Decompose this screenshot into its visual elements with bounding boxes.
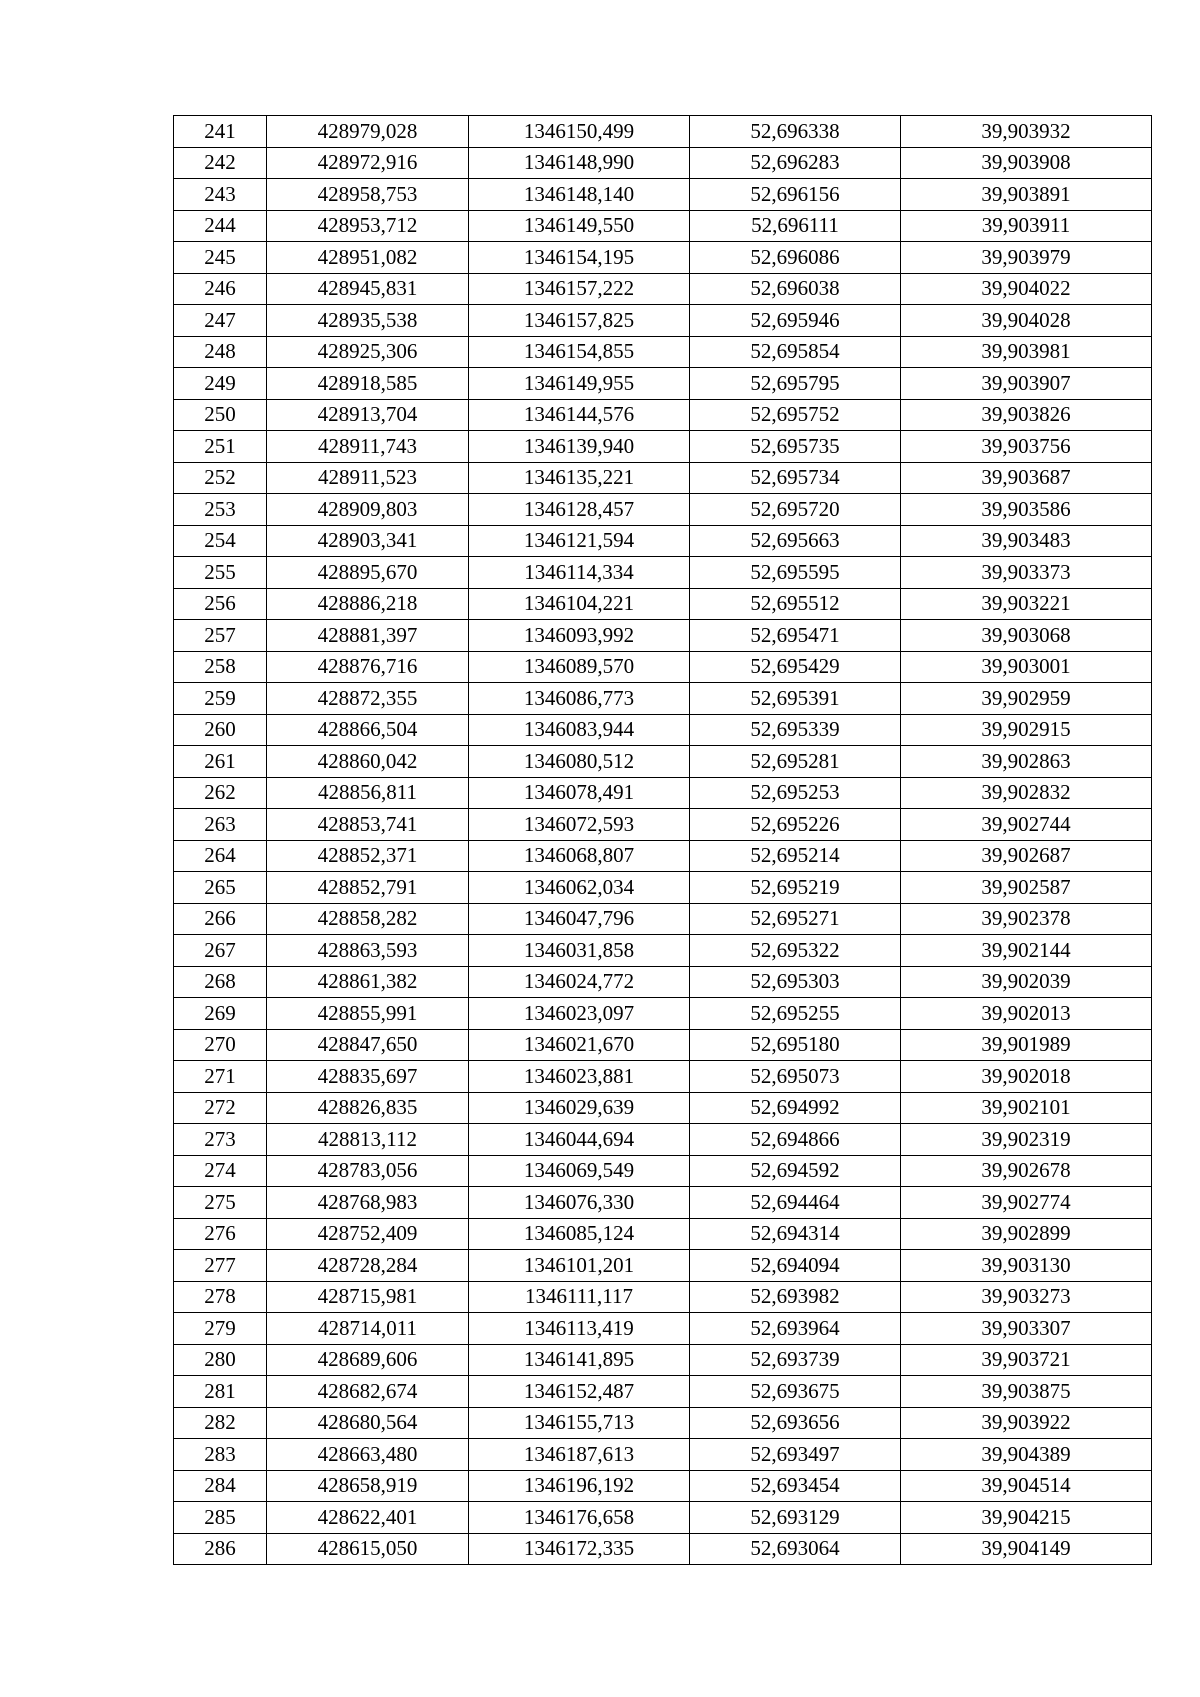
longitude-cell: 39,902018	[901, 1061, 1152, 1093]
longitude-cell: 39,903721	[901, 1344, 1152, 1376]
longitude-cell: 39,903907	[901, 368, 1152, 400]
table-row	[174, 431, 1152, 463]
latitude-cell: 52,693675	[690, 1376, 901, 1408]
y-coordinate-cell: 1346154,855	[469, 336, 690, 368]
latitude-cell: 52,695854	[690, 336, 901, 368]
latitude-cell: 52,693064	[690, 1533, 901, 1565]
longitude-cell: 39,903221	[901, 588, 1152, 620]
table-row	[174, 777, 1152, 809]
x-coordinate-cell: 428728,284	[267, 1250, 469, 1282]
x-coordinate-cell: 428863,593	[267, 935, 469, 967]
point-number-cell: 263	[174, 809, 267, 841]
point-number-cell: 248	[174, 336, 267, 368]
point-number-cell: 251	[174, 431, 267, 463]
latitude-cell: 52,695253	[690, 777, 901, 809]
table-row	[174, 525, 1152, 557]
table-row	[174, 935, 1152, 967]
x-coordinate-cell: 428876,716	[267, 651, 469, 683]
point-number-cell: 282	[174, 1407, 267, 1439]
coordinates-table	[173, 115, 1152, 1565]
longitude-cell: 39,902319	[901, 1124, 1152, 1156]
longitude-cell: 39,903922	[901, 1407, 1152, 1439]
point-number-cell: 268	[174, 966, 267, 998]
point-number-cell: 264	[174, 840, 267, 872]
longitude-cell: 39,901989	[901, 1029, 1152, 1061]
longitude-cell: 39,903068	[901, 620, 1152, 652]
x-coordinate-cell: 428925,306	[267, 336, 469, 368]
y-coordinate-cell: 1346139,940	[469, 431, 690, 463]
x-coordinate-cell: 428911,523	[267, 462, 469, 494]
x-coordinate-cell: 428958,753	[267, 179, 469, 211]
table-row	[174, 1187, 1152, 1219]
latitude-cell: 52,693454	[690, 1470, 901, 1502]
x-coordinate-cell: 428856,811	[267, 777, 469, 809]
latitude-cell: 52,696038	[690, 273, 901, 305]
longitude-cell: 39,902013	[901, 998, 1152, 1030]
latitude-cell: 52,695226	[690, 809, 901, 841]
table-row	[174, 1533, 1152, 1565]
point-number-cell: 267	[174, 935, 267, 967]
x-coordinate-cell: 428622,401	[267, 1502, 469, 1534]
latitude-cell: 52,695339	[690, 714, 901, 746]
point-number-cell: 277	[174, 1250, 267, 1282]
table-row	[174, 1218, 1152, 1250]
latitude-cell: 52,696086	[690, 242, 901, 274]
x-coordinate-cell: 428866,504	[267, 714, 469, 746]
table-row	[174, 1281, 1152, 1313]
y-coordinate-cell: 1346149,550	[469, 210, 690, 242]
latitude-cell: 52,695595	[690, 557, 901, 589]
y-coordinate-cell: 1346150,499	[469, 116, 690, 148]
x-coordinate-cell: 428689,606	[267, 1344, 469, 1376]
y-coordinate-cell: 1346024,772	[469, 966, 690, 998]
y-coordinate-cell: 1346089,570	[469, 651, 690, 683]
point-number-cell: 242	[174, 147, 267, 179]
y-coordinate-cell: 1346023,881	[469, 1061, 690, 1093]
y-coordinate-cell: 1346111,117	[469, 1281, 690, 1313]
x-coordinate-cell: 428783,056	[267, 1155, 469, 1187]
y-coordinate-cell: 1346104,221	[469, 588, 690, 620]
y-coordinate-cell: 1346114,334	[469, 557, 690, 589]
y-coordinate-cell: 1346076,330	[469, 1187, 690, 1219]
x-coordinate-cell: 428826,835	[267, 1092, 469, 1124]
y-coordinate-cell: 1346068,807	[469, 840, 690, 872]
longitude-cell: 39,902039	[901, 966, 1152, 998]
longitude-cell: 39,902678	[901, 1155, 1152, 1187]
table-row	[174, 651, 1152, 683]
table-row	[174, 116, 1152, 148]
x-coordinate-cell: 428615,050	[267, 1533, 469, 1565]
point-number-cell: 247	[174, 305, 267, 337]
longitude-cell: 39,902915	[901, 714, 1152, 746]
longitude-cell: 39,902832	[901, 777, 1152, 809]
latitude-cell: 52,696111	[690, 210, 901, 242]
latitude-cell: 52,693964	[690, 1313, 901, 1345]
point-number-cell: 253	[174, 494, 267, 526]
longitude-cell: 39,903373	[901, 557, 1152, 589]
y-coordinate-cell: 1346121,594	[469, 525, 690, 557]
y-coordinate-cell: 1346021,670	[469, 1029, 690, 1061]
y-coordinate-cell: 1346152,487	[469, 1376, 690, 1408]
latitude-cell: 52,695946	[690, 305, 901, 337]
table-row	[174, 273, 1152, 305]
point-number-cell: 270	[174, 1029, 267, 1061]
x-coordinate-cell: 428663,480	[267, 1439, 469, 1471]
point-number-cell: 244	[174, 210, 267, 242]
table-row	[174, 620, 1152, 652]
table-row	[174, 1124, 1152, 1156]
latitude-cell: 52,694094	[690, 1250, 901, 1282]
y-coordinate-cell: 1346148,140	[469, 179, 690, 211]
latitude-cell: 52,696283	[690, 147, 901, 179]
longitude-cell: 39,904389	[901, 1439, 1152, 1471]
y-coordinate-cell: 1346187,613	[469, 1439, 690, 1471]
x-coordinate-cell: 428852,371	[267, 840, 469, 872]
y-coordinate-cell: 1346086,773	[469, 683, 690, 715]
x-coordinate-cell: 428768,983	[267, 1187, 469, 1219]
x-coordinate-cell: 428903,341	[267, 525, 469, 557]
y-coordinate-cell: 1346157,222	[469, 273, 690, 305]
longitude-cell: 39,903908	[901, 147, 1152, 179]
y-coordinate-cell: 1346029,639	[469, 1092, 690, 1124]
table-row	[174, 305, 1152, 337]
latitude-cell: 52,695720	[690, 494, 901, 526]
point-number-cell: 250	[174, 399, 267, 431]
x-coordinate-cell: 428853,741	[267, 809, 469, 841]
point-number-cell: 243	[174, 179, 267, 211]
point-number-cell: 249	[174, 368, 267, 400]
y-coordinate-cell: 1346172,335	[469, 1533, 690, 1565]
point-number-cell: 283	[174, 1439, 267, 1471]
point-number-cell: 261	[174, 746, 267, 778]
table-row	[174, 1092, 1152, 1124]
x-coordinate-cell: 428752,409	[267, 1218, 469, 1250]
x-coordinate-cell: 428714,011	[267, 1313, 469, 1345]
point-number-cell: 276	[174, 1218, 267, 1250]
longitude-cell: 39,902101	[901, 1092, 1152, 1124]
y-coordinate-cell: 1346113,419	[469, 1313, 690, 1345]
longitude-cell: 39,903826	[901, 399, 1152, 431]
longitude-cell: 39,903875	[901, 1376, 1152, 1408]
point-number-cell: 245	[174, 242, 267, 274]
y-coordinate-cell: 1346085,124	[469, 1218, 690, 1250]
y-coordinate-cell: 1346080,512	[469, 746, 690, 778]
x-coordinate-cell: 428918,585	[267, 368, 469, 400]
latitude-cell: 52,695735	[690, 431, 901, 463]
latitude-cell: 52,694866	[690, 1124, 901, 1156]
table-row	[174, 1376, 1152, 1408]
x-coordinate-cell: 428935,538	[267, 305, 469, 337]
latitude-cell: 52,696338	[690, 116, 901, 148]
table-row	[174, 368, 1152, 400]
x-coordinate-cell: 428855,991	[267, 998, 469, 1030]
table-row	[174, 1155, 1152, 1187]
y-coordinate-cell: 1346157,825	[469, 305, 690, 337]
longitude-cell: 39,903911	[901, 210, 1152, 242]
point-number-cell: 280	[174, 1344, 267, 1376]
point-number-cell: 274	[174, 1155, 267, 1187]
point-number-cell: 255	[174, 557, 267, 589]
latitude-cell: 52,695734	[690, 462, 901, 494]
longitude-cell: 39,903130	[901, 1250, 1152, 1282]
longitude-cell: 39,903483	[901, 525, 1152, 557]
latitude-cell: 52,695752	[690, 399, 901, 431]
longitude-cell: 39,904215	[901, 1502, 1152, 1534]
table-row	[174, 336, 1152, 368]
table-row	[174, 1439, 1152, 1471]
table-row	[174, 179, 1152, 211]
latitude-cell: 52,695073	[690, 1061, 901, 1093]
latitude-cell: 52,693497	[690, 1439, 901, 1471]
table-row	[174, 840, 1152, 872]
table-row	[174, 210, 1152, 242]
y-coordinate-cell: 1346149,955	[469, 368, 690, 400]
longitude-cell: 39,903891	[901, 179, 1152, 211]
longitude-cell: 39,904149	[901, 1533, 1152, 1565]
y-coordinate-cell: 1346031,858	[469, 935, 690, 967]
latitude-cell: 52,695429	[690, 651, 901, 683]
latitude-cell: 52,695214	[690, 840, 901, 872]
longitude-cell: 39,904022	[901, 273, 1152, 305]
latitude-cell: 52,695303	[690, 966, 901, 998]
point-number-cell: 279	[174, 1313, 267, 1345]
point-number-cell: 257	[174, 620, 267, 652]
x-coordinate-cell: 428680,564	[267, 1407, 469, 1439]
x-coordinate-cell: 428913,704	[267, 399, 469, 431]
point-number-cell: 252	[174, 462, 267, 494]
table-row	[174, 1250, 1152, 1282]
table-row	[174, 588, 1152, 620]
table-row	[174, 714, 1152, 746]
latitude-cell: 52,695322	[690, 935, 901, 967]
point-number-cell: 265	[174, 872, 267, 904]
y-coordinate-cell: 1346128,457	[469, 494, 690, 526]
y-coordinate-cell: 1346023,097	[469, 998, 690, 1030]
latitude-cell: 52,694464	[690, 1187, 901, 1219]
longitude-cell: 39,902959	[901, 683, 1152, 715]
x-coordinate-cell: 428847,650	[267, 1029, 469, 1061]
point-number-cell: 285	[174, 1502, 267, 1534]
x-coordinate-cell: 428972,916	[267, 147, 469, 179]
x-coordinate-cell: 428858,282	[267, 903, 469, 935]
point-number-cell: 286	[174, 1533, 267, 1565]
y-coordinate-cell: 1346101,201	[469, 1250, 690, 1282]
longitude-cell: 39,903001	[901, 651, 1152, 683]
y-coordinate-cell: 1346044,694	[469, 1124, 690, 1156]
y-coordinate-cell: 1346078,491	[469, 777, 690, 809]
point-number-cell: 281	[174, 1376, 267, 1408]
x-coordinate-cell: 428886,218	[267, 588, 469, 620]
x-coordinate-cell: 428951,082	[267, 242, 469, 274]
latitude-cell: 52,695471	[690, 620, 901, 652]
x-coordinate-cell: 428860,042	[267, 746, 469, 778]
table-row	[174, 746, 1152, 778]
x-coordinate-cell: 428911,743	[267, 431, 469, 463]
point-number-cell: 260	[174, 714, 267, 746]
x-coordinate-cell: 428895,670	[267, 557, 469, 589]
y-coordinate-cell: 1346196,192	[469, 1470, 690, 1502]
table-row	[174, 147, 1152, 179]
y-coordinate-cell: 1346083,944	[469, 714, 690, 746]
table-row	[174, 242, 1152, 274]
table-row	[174, 1344, 1152, 1376]
y-coordinate-cell: 1346144,576	[469, 399, 690, 431]
y-coordinate-cell: 1346135,221	[469, 462, 690, 494]
x-coordinate-cell: 428945,831	[267, 273, 469, 305]
longitude-cell: 39,902744	[901, 809, 1152, 841]
point-number-cell: 275	[174, 1187, 267, 1219]
longitude-cell: 39,903307	[901, 1313, 1152, 1345]
x-coordinate-cell: 428852,791	[267, 872, 469, 904]
x-coordinate-cell: 428658,919	[267, 1470, 469, 1502]
longitude-cell: 39,902774	[901, 1187, 1152, 1219]
longitude-cell: 39,902144	[901, 935, 1152, 967]
point-number-cell: 259	[174, 683, 267, 715]
point-number-cell: 246	[174, 273, 267, 305]
latitude-cell: 52,695255	[690, 998, 901, 1030]
table-row	[174, 809, 1152, 841]
longitude-cell: 39,904514	[901, 1470, 1152, 1502]
table-row	[174, 462, 1152, 494]
latitude-cell: 52,694314	[690, 1218, 901, 1250]
y-coordinate-cell: 1346093,992	[469, 620, 690, 652]
longitude-cell: 39,902378	[901, 903, 1152, 935]
x-coordinate-cell: 428872,355	[267, 683, 469, 715]
table-row	[174, 399, 1152, 431]
longitude-cell: 39,903981	[901, 336, 1152, 368]
latitude-cell: 52,695663	[690, 525, 901, 557]
table-row	[174, 966, 1152, 998]
latitude-cell: 52,696156	[690, 179, 901, 211]
x-coordinate-cell: 428953,712	[267, 210, 469, 242]
table-row	[174, 1502, 1152, 1534]
latitude-cell: 52,695180	[690, 1029, 901, 1061]
y-coordinate-cell: 1346072,593	[469, 809, 690, 841]
latitude-cell: 52,694592	[690, 1155, 901, 1187]
longitude-cell: 39,903273	[901, 1281, 1152, 1313]
point-number-cell: 254	[174, 525, 267, 557]
latitude-cell: 52,695271	[690, 903, 901, 935]
longitude-cell: 39,903687	[901, 462, 1152, 494]
table-row	[174, 557, 1152, 589]
latitude-cell: 52,695281	[690, 746, 901, 778]
longitude-cell: 39,904028	[901, 305, 1152, 337]
table-row	[174, 872, 1152, 904]
y-coordinate-cell: 1346176,658	[469, 1502, 690, 1534]
table-row	[174, 1061, 1152, 1093]
x-coordinate-cell: 428861,382	[267, 966, 469, 998]
y-coordinate-cell: 1346047,796	[469, 903, 690, 935]
y-coordinate-cell: 1346155,713	[469, 1407, 690, 1439]
longitude-cell: 39,902899	[901, 1218, 1152, 1250]
table-row	[174, 1029, 1152, 1061]
point-number-cell: 262	[174, 777, 267, 809]
table-row	[174, 998, 1152, 1030]
y-coordinate-cell: 1346154,195	[469, 242, 690, 274]
coordinates-table-body	[174, 116, 1152, 1565]
x-coordinate-cell: 428979,028	[267, 116, 469, 148]
point-number-cell: 273	[174, 1124, 267, 1156]
longitude-cell: 39,902863	[901, 746, 1152, 778]
x-coordinate-cell: 428715,981	[267, 1281, 469, 1313]
latitude-cell: 52,695512	[690, 588, 901, 620]
y-coordinate-cell: 1346148,990	[469, 147, 690, 179]
point-number-cell: 269	[174, 998, 267, 1030]
x-coordinate-cell: 428813,112	[267, 1124, 469, 1156]
table-row	[174, 494, 1152, 526]
table-row	[174, 1313, 1152, 1345]
latitude-cell: 52,693129	[690, 1502, 901, 1534]
y-coordinate-cell: 1346069,549	[469, 1155, 690, 1187]
latitude-cell: 52,693982	[690, 1281, 901, 1313]
x-coordinate-cell: 428682,674	[267, 1376, 469, 1408]
point-number-cell: 278	[174, 1281, 267, 1313]
point-number-cell: 272	[174, 1092, 267, 1124]
table-row	[174, 1470, 1152, 1502]
longitude-cell: 39,903586	[901, 494, 1152, 526]
point-number-cell: 284	[174, 1470, 267, 1502]
point-number-cell: 241	[174, 116, 267, 148]
table-row	[174, 1407, 1152, 1439]
latitude-cell: 52,693739	[690, 1344, 901, 1376]
table-row	[174, 683, 1152, 715]
point-number-cell: 266	[174, 903, 267, 935]
longitude-cell: 39,902687	[901, 840, 1152, 872]
x-coordinate-cell: 428909,803	[267, 494, 469, 526]
longitude-cell: 39,903932	[901, 116, 1152, 148]
point-number-cell: 271	[174, 1061, 267, 1093]
point-number-cell: 256	[174, 588, 267, 620]
latitude-cell: 52,693656	[690, 1407, 901, 1439]
y-coordinate-cell: 1346141,895	[469, 1344, 690, 1376]
point-number-cell: 258	[174, 651, 267, 683]
latitude-cell: 52,695795	[690, 368, 901, 400]
latitude-cell: 52,695219	[690, 872, 901, 904]
longitude-cell: 39,902587	[901, 872, 1152, 904]
latitude-cell: 52,695391	[690, 683, 901, 715]
x-coordinate-cell: 428881,397	[267, 620, 469, 652]
latitude-cell: 52,694992	[690, 1092, 901, 1124]
longitude-cell: 39,903979	[901, 242, 1152, 274]
y-coordinate-cell: 1346062,034	[469, 872, 690, 904]
longitude-cell: 39,903756	[901, 431, 1152, 463]
x-coordinate-cell: 428835,697	[267, 1061, 469, 1093]
table-row	[174, 903, 1152, 935]
